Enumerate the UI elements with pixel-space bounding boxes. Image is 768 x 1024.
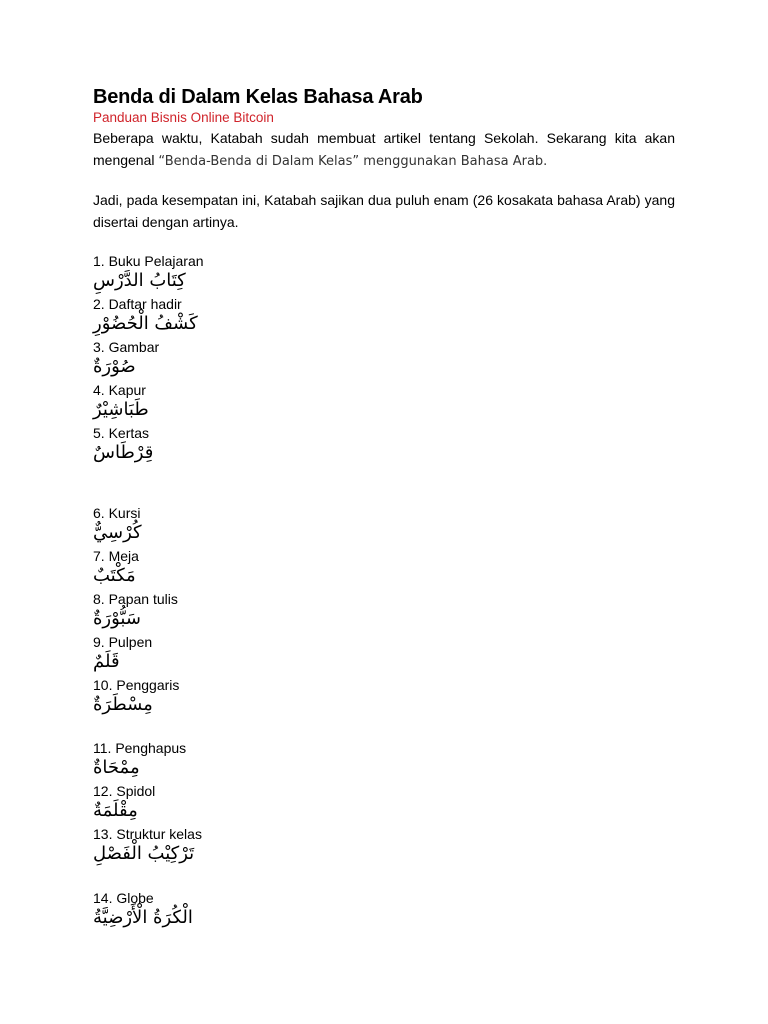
list-item: [93, 425, 393, 464]
list-item: [93, 505, 393, 544]
intro-text: Beberapa waktu, Katabah sudah membuat artikel tentang Sekolah. Sekarang kita akan mengenal: [93, 130, 675, 168]
item-label: 1. Buku Pelajaran: [93, 253, 204, 269]
item-arabic-word: سَبُّوْرَةٌ: [93, 608, 141, 629]
item-arabic-word: صُوْرَةٌ: [93, 356, 136, 377]
second-paragraph: Jadi, pada kesempatan ini, Katabah sajikan dua puluh enam (26 kosakata bahasa Arab) yang disertai dengan artinya.: [93, 192, 675, 230]
item-label: 10. Penggaris: [93, 677, 180, 693]
list-item: [93, 591, 393, 630]
list-item: [93, 382, 393, 421]
item-label: 5. Kertas: [93, 425, 150, 441]
item-label: 12. Spidol: [93, 783, 156, 799]
item-label: 9. Pulpen: [93, 634, 153, 650]
list-item: [93, 740, 393, 779]
item-label: 4. Kapur: [93, 382, 146, 398]
item-arabic-word: طَبَاشِيْرٌ: [93, 399, 149, 420]
item-arabic-word: قِرْطَاسٌ: [93, 442, 154, 463]
page-title: Benda di Dalam Kelas Bahasa Arab: [93, 86, 423, 108]
item-label: 8. Papan tulis: [93, 591, 178, 607]
list-item: [93, 339, 393, 378]
item-arabic-word: كُرْسِيٌّ: [93, 522, 142, 543]
list-item: [93, 826, 393, 865]
item-arabic-word: الْكُرَةُ الْأَرْضِيَّةُ: [93, 907, 193, 928]
item-label: 11. Penghapus: [93, 740, 187, 756]
item-label: 6. Kursi: [93, 505, 141, 521]
item-label: 14. Globe: [93, 890, 154, 906]
list-item: [93, 677, 393, 716]
item-arabic-word: كِتَابُ الدَّرْسِ: [93, 270, 186, 291]
bitcoin-guide-link[interactable]: Panduan Bisnis Online Bitcoin: [93, 110, 274, 125]
list-item: [93, 296, 393, 335]
item-arabic-word: مِمْحَاةٌ: [93, 757, 140, 778]
item-label: 3. Gambar: [93, 339, 160, 355]
list-item: [93, 783, 393, 822]
list-item: [93, 548, 393, 587]
item-arabic-word: مِسْطَرَةٌ: [93, 694, 153, 715]
item-label: 13. Struktur kelas: [93, 826, 202, 842]
list-item: [93, 890, 393, 929]
item-arabic-word: مَكْتَبٌ: [93, 565, 136, 586]
intro-quote-text: “Benda-Benda di Dalam Kelas” menggunakan Bahasa Arab.: [158, 154, 548, 169]
list-item: [93, 253, 393, 292]
list-item: [93, 634, 393, 673]
intro-paragraph: [93, 127, 675, 173]
item-arabic-word: قَلَمٌ: [93, 651, 120, 672]
item-arabic-word: تَرْكِيْبُ الْفَصْلِ: [93, 843, 195, 864]
item-arabic-word: مِقْلَمَةٌ: [93, 800, 138, 821]
document-page: [93, 0, 675, 1024]
item-arabic-word: كَشْفُ الْحُضُوْرِ: [93, 313, 198, 334]
item-label: 7. Meja: [93, 548, 139, 564]
item-label: 2. Daftar hadir: [93, 296, 182, 312]
